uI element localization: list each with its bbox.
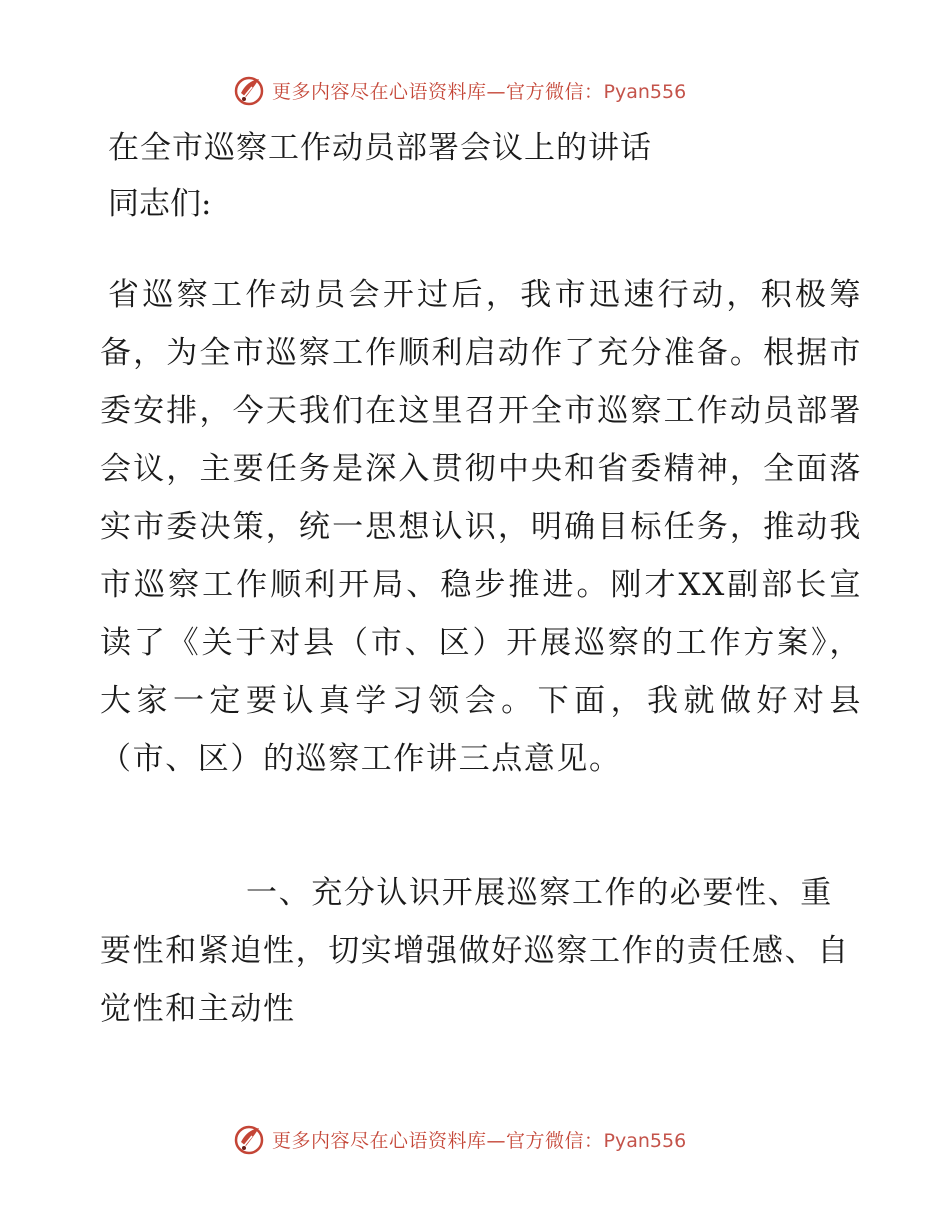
watermark-label: 更多内容尽在心语资料库—官方微信：: [272, 1129, 604, 1152]
watermark-wechat-id: Pyan556: [603, 80, 687, 103]
brand-logo-icon: [232, 73, 266, 107]
section-heading-1: 一、充分认识开展巡察工作的必要性、重要性和紧迫性，切实增强做好巡察工作的责任感、自觉性和主动性: [100, 875, 850, 1027]
brand-logo-icon: [232, 1122, 266, 1156]
opening-paragraph: 省巡察工作动员会开过后，我市迅速行动，积极筹备，为全市巡察工作顺利启动作了充分准备。根据市委安排，今天我们在这里召开全市巡察工作动员部署会议，主要任务是深入贯彻中央和省委精神，全面落实市委决策，统一思想认识，明确目标任务，推动我市巡察工作顺利开局、稳步推进。刚才XX副部长宣读了《关于对县（市、区）开展巡察的工作方案》，大家一定要认真学习领会。下面，我就做好对县（市、区）的巡察工作讲三点意见。: [100, 277, 862, 777]
footer-watermark-banner: [232, 1121, 752, 1157]
greeting: 同志们:: [108, 186, 212, 222]
document-title: 在全市巡察工作动员部署会议上的讲话: [108, 130, 652, 166]
watermark-wechat-id: Pyan556: [603, 1129, 687, 1152]
watermark-text: [272, 1126, 686, 1153]
header-watermark-banner: [232, 72, 752, 108]
watermark-label: 更多内容尽在心语资料库—官方微信：: [272, 80, 604, 103]
watermark-text: [272, 77, 686, 104]
